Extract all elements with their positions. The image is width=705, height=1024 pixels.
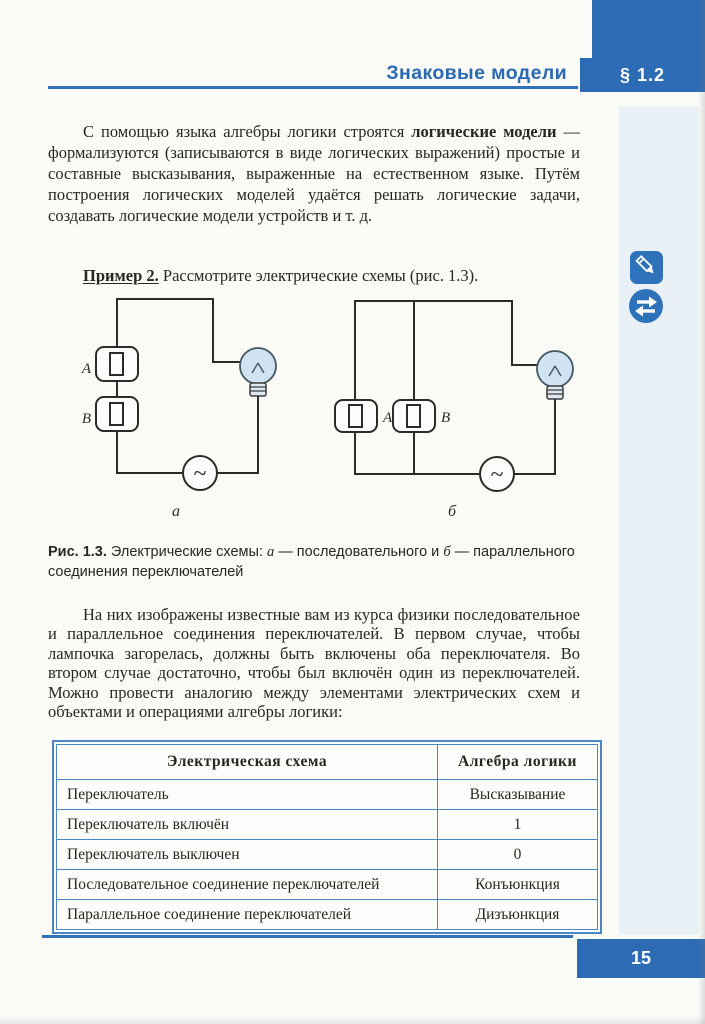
- switch-b-toggle: [407, 405, 420, 427]
- example-text: Рассмотрите электрические схемы (рис. 1.3).: [158, 265, 479, 285]
- figure-caption-a: а: [266, 543, 275, 560]
- lamp-bulb: [240, 348, 276, 384]
- cell-logic: Конъюнкция: [438, 870, 598, 900]
- intro-text-pre: С помощью языка алгебры логики строятся: [83, 121, 412, 141]
- circuit-b-source-symbol: ~: [490, 462, 504, 488]
- cell-circuit: Переключатель включён: [57, 810, 438, 840]
- column-header-logic: Алгебра логики: [438, 745, 598, 780]
- table-row: [57, 810, 598, 840]
- page-edge-shadow-bottom: [0, 1016, 705, 1024]
- lamp-base: [250, 383, 266, 396]
- cell-circuit: Последовательное соединение переключателей: [57, 870, 438, 900]
- circuit-a-switch-b-label: B: [81, 411, 91, 427]
- pencil-icon: [630, 251, 663, 284]
- footer-rule: [42, 935, 573, 938]
- intro-text-bold: логические модели: [411, 121, 557, 141]
- table-row: [57, 900, 598, 930]
- analogy-table: [52, 740, 602, 934]
- column-header-circuit: Электрическая схема: [57, 745, 438, 780]
- wire: [355, 301, 537, 400]
- cell-logic: Высказывание: [438, 780, 598, 810]
- cell-circuit: Переключатель выключен: [57, 840, 438, 870]
- cell-logic: Дизъюнкция: [438, 900, 598, 930]
- example-label: Пример 2.: [83, 265, 159, 285]
- wire: [355, 432, 480, 474]
- circuit-a-switch-a-label: A: [81, 361, 91, 377]
- circuit-a-caption-letter: а: [172, 503, 180, 520]
- cell-logic: 0: [438, 840, 598, 870]
- circuit-a-source-symbol: ~: [193, 461, 207, 487]
- lamp-base: [547, 386, 563, 399]
- figure-caption-label: Рис. 1.3.: [48, 543, 107, 560]
- lamp-bulb: [537, 351, 573, 387]
- circuit-b: [335, 301, 573, 491]
- circuit-b-caption-letter: б: [447, 503, 457, 520]
- swap-arrows-icon: [629, 289, 663, 323]
- figure-caption-t2: — последовательного и: [274, 543, 444, 560]
- body-paragraph: На них изображены известные вам из курса физики последовательное и параллельное соединения переключателей. В первом случае, чтобы лампочка загорелась, должны быть включены оба переключателя. Во втором случае достаточно, чтобы был включён один из переключателей. Можно провести аналогию между элементами электрических схем и объектами и операциями алгебры логики:: [48, 604, 580, 721]
- switch-b-toggle: [110, 403, 123, 425]
- figure-caption-t3: — параллельного соединения переключателей: [48, 543, 575, 580]
- switch-a-toggle: [349, 405, 362, 427]
- pencil-icon-glyph: [630, 251, 663, 284]
- figure-caption-t1: Электрические схемы:: [106, 543, 267, 560]
- corner-color-block: [592, 0, 705, 58]
- circuit-a: [96, 299, 276, 490]
- swap-arrows-glyph: [629, 289, 663, 323]
- figure-circuits: [40, 285, 700, 525]
- wire: [514, 399, 555, 474]
- figure-caption-b: б: [443, 543, 451, 560]
- page-title: Знаковые модели: [386, 62, 567, 84]
- wire: [117, 431, 183, 473]
- table-row: [57, 840, 598, 870]
- figure-caption: [48, 542, 593, 582]
- intro-text-post: — формализуются (записываются в виде логических выражений) простые и составные высказывания, выраженные на естественном языке. Путём построения логических моделей удаётся решать логические задачи, создавать логические модели устройств и т. д.: [48, 121, 581, 225]
- header-rule: [48, 86, 578, 89]
- example-line: [48, 266, 588, 286]
- cell-logic: 1: [438, 810, 598, 840]
- switch-a-toggle: [110, 353, 123, 375]
- table-header-row: [57, 745, 598, 780]
- circuit-b-switch-a-label: A: [383, 410, 393, 426]
- intro-paragraph: [48, 121, 580, 226]
- page-number: 15: [577, 939, 705, 978]
- circuit-b-switch-b-label: B: [441, 410, 451, 426]
- table-row: [57, 780, 598, 810]
- section-badge: § 1.2: [580, 58, 705, 92]
- cell-circuit: Параллельное соединение переключателей: [57, 900, 438, 930]
- wire: [217, 396, 258, 473]
- cell-circuit: Переключатель: [57, 780, 438, 810]
- table-row: [57, 870, 598, 900]
